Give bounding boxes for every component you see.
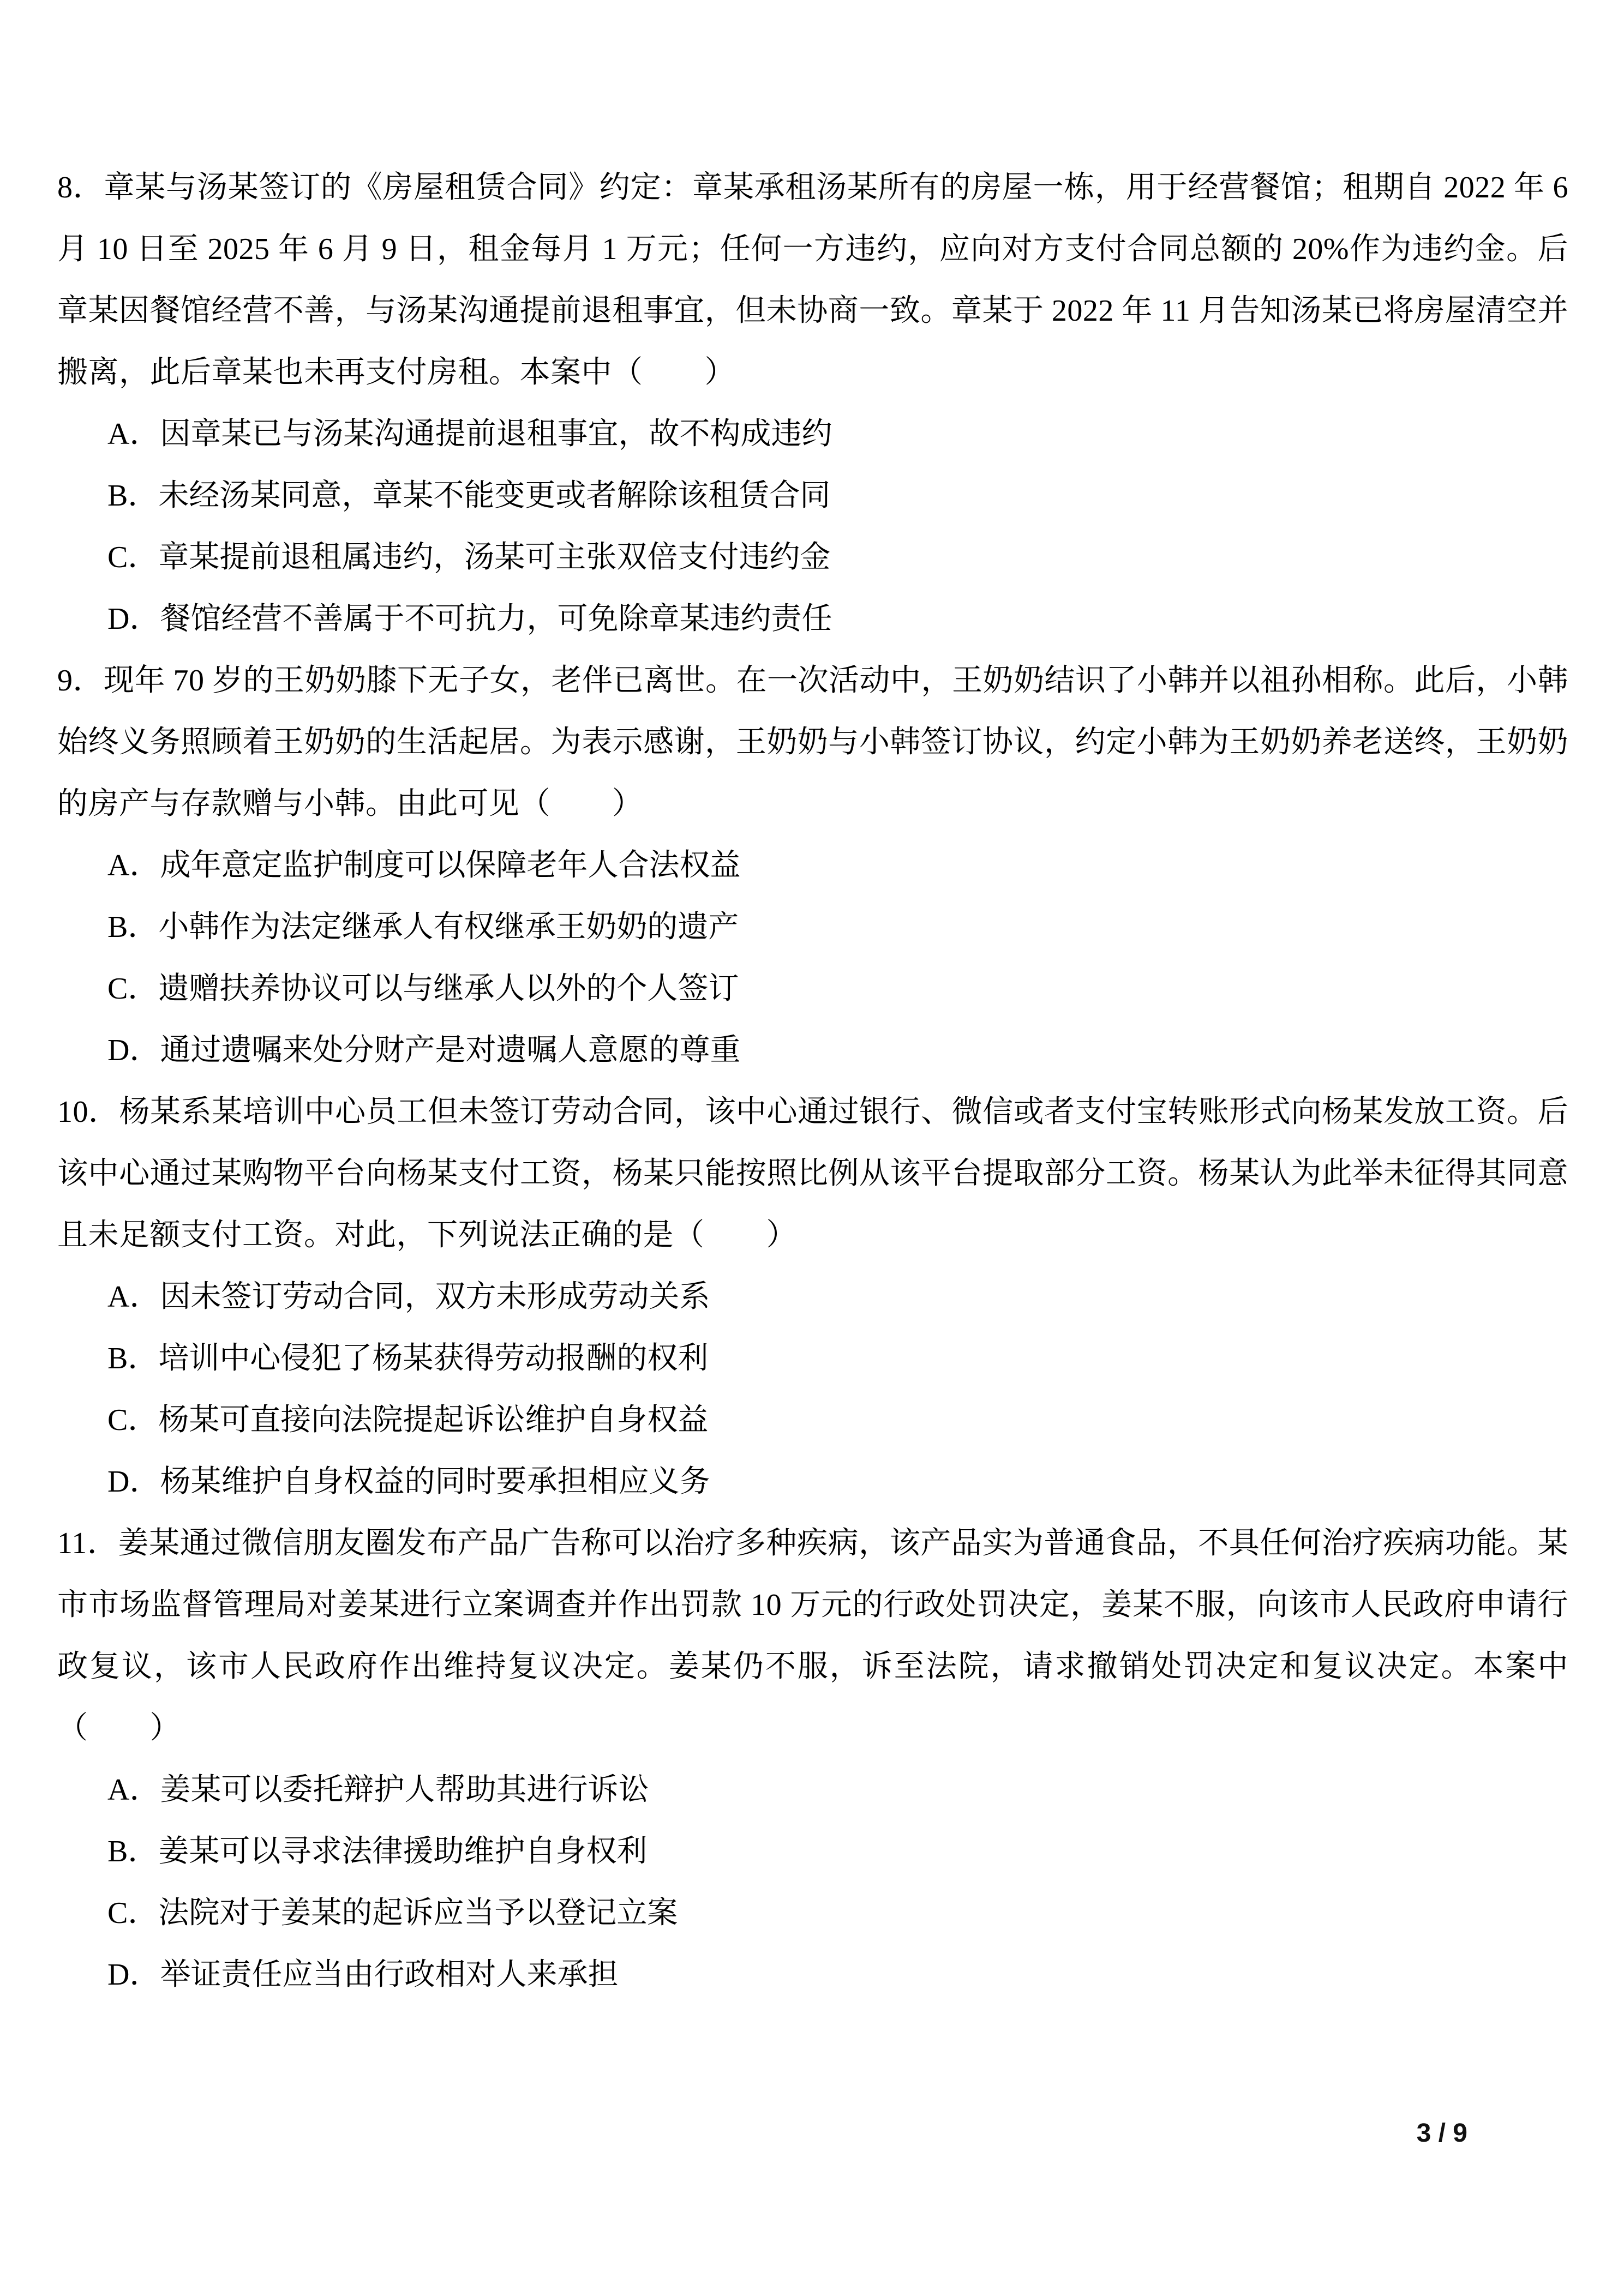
- option-item: C．遗赠扶养协议可以与继承人以外的个人签订: [107, 972, 739, 1006]
- question-block: [57, 1513, 1568, 2006]
- option-item: B．姜某可以寻求法律援助维护自身权利: [107, 1835, 648, 1868]
- option-item: B．未经汤某同意，章某不能变更或者解除该租赁合同: [107, 479, 831, 513]
- question-stem: 10．杨某系某培训中心员工但未签订劳动合同，该中心通过银行、微信或者支付宝转账形式向杨某发放工资。后该中心通过某购物平台向杨某支付工资，杨某只能按照比例从该平台提取部分工资。杨某认为此举未征得其同意且未足额支付工资。对此，下列说法正确的是（ ）: [57, 1095, 1568, 1252]
- question-stem: 8．章某与汤某签订的《房屋租赁合同》约定：章某承租汤某所有的房屋一栋，用于经营餐馆；租期自 2022 年 6 月 10 日至 2025 年 6 月 9 日，租金每月 1 万元；任何一方违约，应向对方支付合同总额的 20%作为违约金。后章某因餐馆经营不善，与汤某沟通提前退租事宜，但未协商一致。章某于 2022 年 11 月告知汤某已将房屋清空并搬离，此后章某也未再支付房租。本案中（ ）: [57, 171, 1568, 389]
- question-stem: 9．现年 70 岁的王奶奶膝下无子女，老伴已离世。在一次活动中，王奶奶结识了小韩并以祖孙相称。此后，小韩始终义务照顾着王奶奶的生活起居。为表示感谢，王奶奶与小韩签订协议，约定小韩为王奶奶养老送终，王奶奶的房产与存款赠与小韩。由此可见（ ）: [57, 664, 1568, 821]
- page-number: 3 / 9: [1416, 2119, 1467, 2148]
- option-item: A．因未签订劳动合同，双方未形成劳动关系: [107, 1280, 710, 1314]
- option-item: A．姜某可以委托辩护人帮助其进行诉讼: [107, 1773, 649, 1807]
- option-item: D．举证责任应当由行政相对人来承担: [107, 1958, 619, 1992]
- option-item: D．杨某维护自身权益的同时要承担相应义务: [107, 1465, 710, 1499]
- option-item: C．杨某可直接向法院提起诉讼维护自身权益: [107, 1403, 709, 1437]
- option-item: B．小韩作为法定继承人有权继承王奶奶的遗产: [107, 910, 739, 944]
- question-block: [57, 157, 1568, 650]
- question-block: [57, 1081, 1568, 1513]
- question-block: [57, 650, 1568, 1081]
- option-item: C．法院对于姜某的起诉应当予以登记立案: [107, 1896, 678, 1930]
- option-item: A．因章某已与汤某沟通提前退租事宜，故不构成违约: [107, 417, 832, 451]
- option-item: C．章某提前退租属违约，汤某可主张双倍支付违约金: [107, 540, 831, 574]
- option-item: A．成年意定监护制度可以保障老年人合法权益: [107, 849, 741, 882]
- option-item: B．培训中心侵犯了杨某获得劳动报酬的权利: [107, 1342, 709, 1375]
- questions-list: [57, 157, 1568, 2006]
- question-stem: 11．姜某通过微信朋友圈发布产品广告称可以治疗多种疾病，该产品实为普通食品，不具任何治疗疾病功能。某市市场监督管理局对姜某进行立案调查并作出罚款 10 万元的行政处罚决定，姜某不服，向该市人民政府申请行政复议，该市人民政府作出维持复议决定。姜某仍不服，诉至法院，请求撤销处罚决定和复议决定。本案中（ ）: [57, 1526, 1568, 1745]
- option-item: D．餐馆经营不善属于不可抗力，可免除章某违约责任: [107, 602, 832, 636]
- option-item: D．通过遗嘱来处分财产是对遗嘱人意愿的尊重: [107, 1033, 741, 1067]
